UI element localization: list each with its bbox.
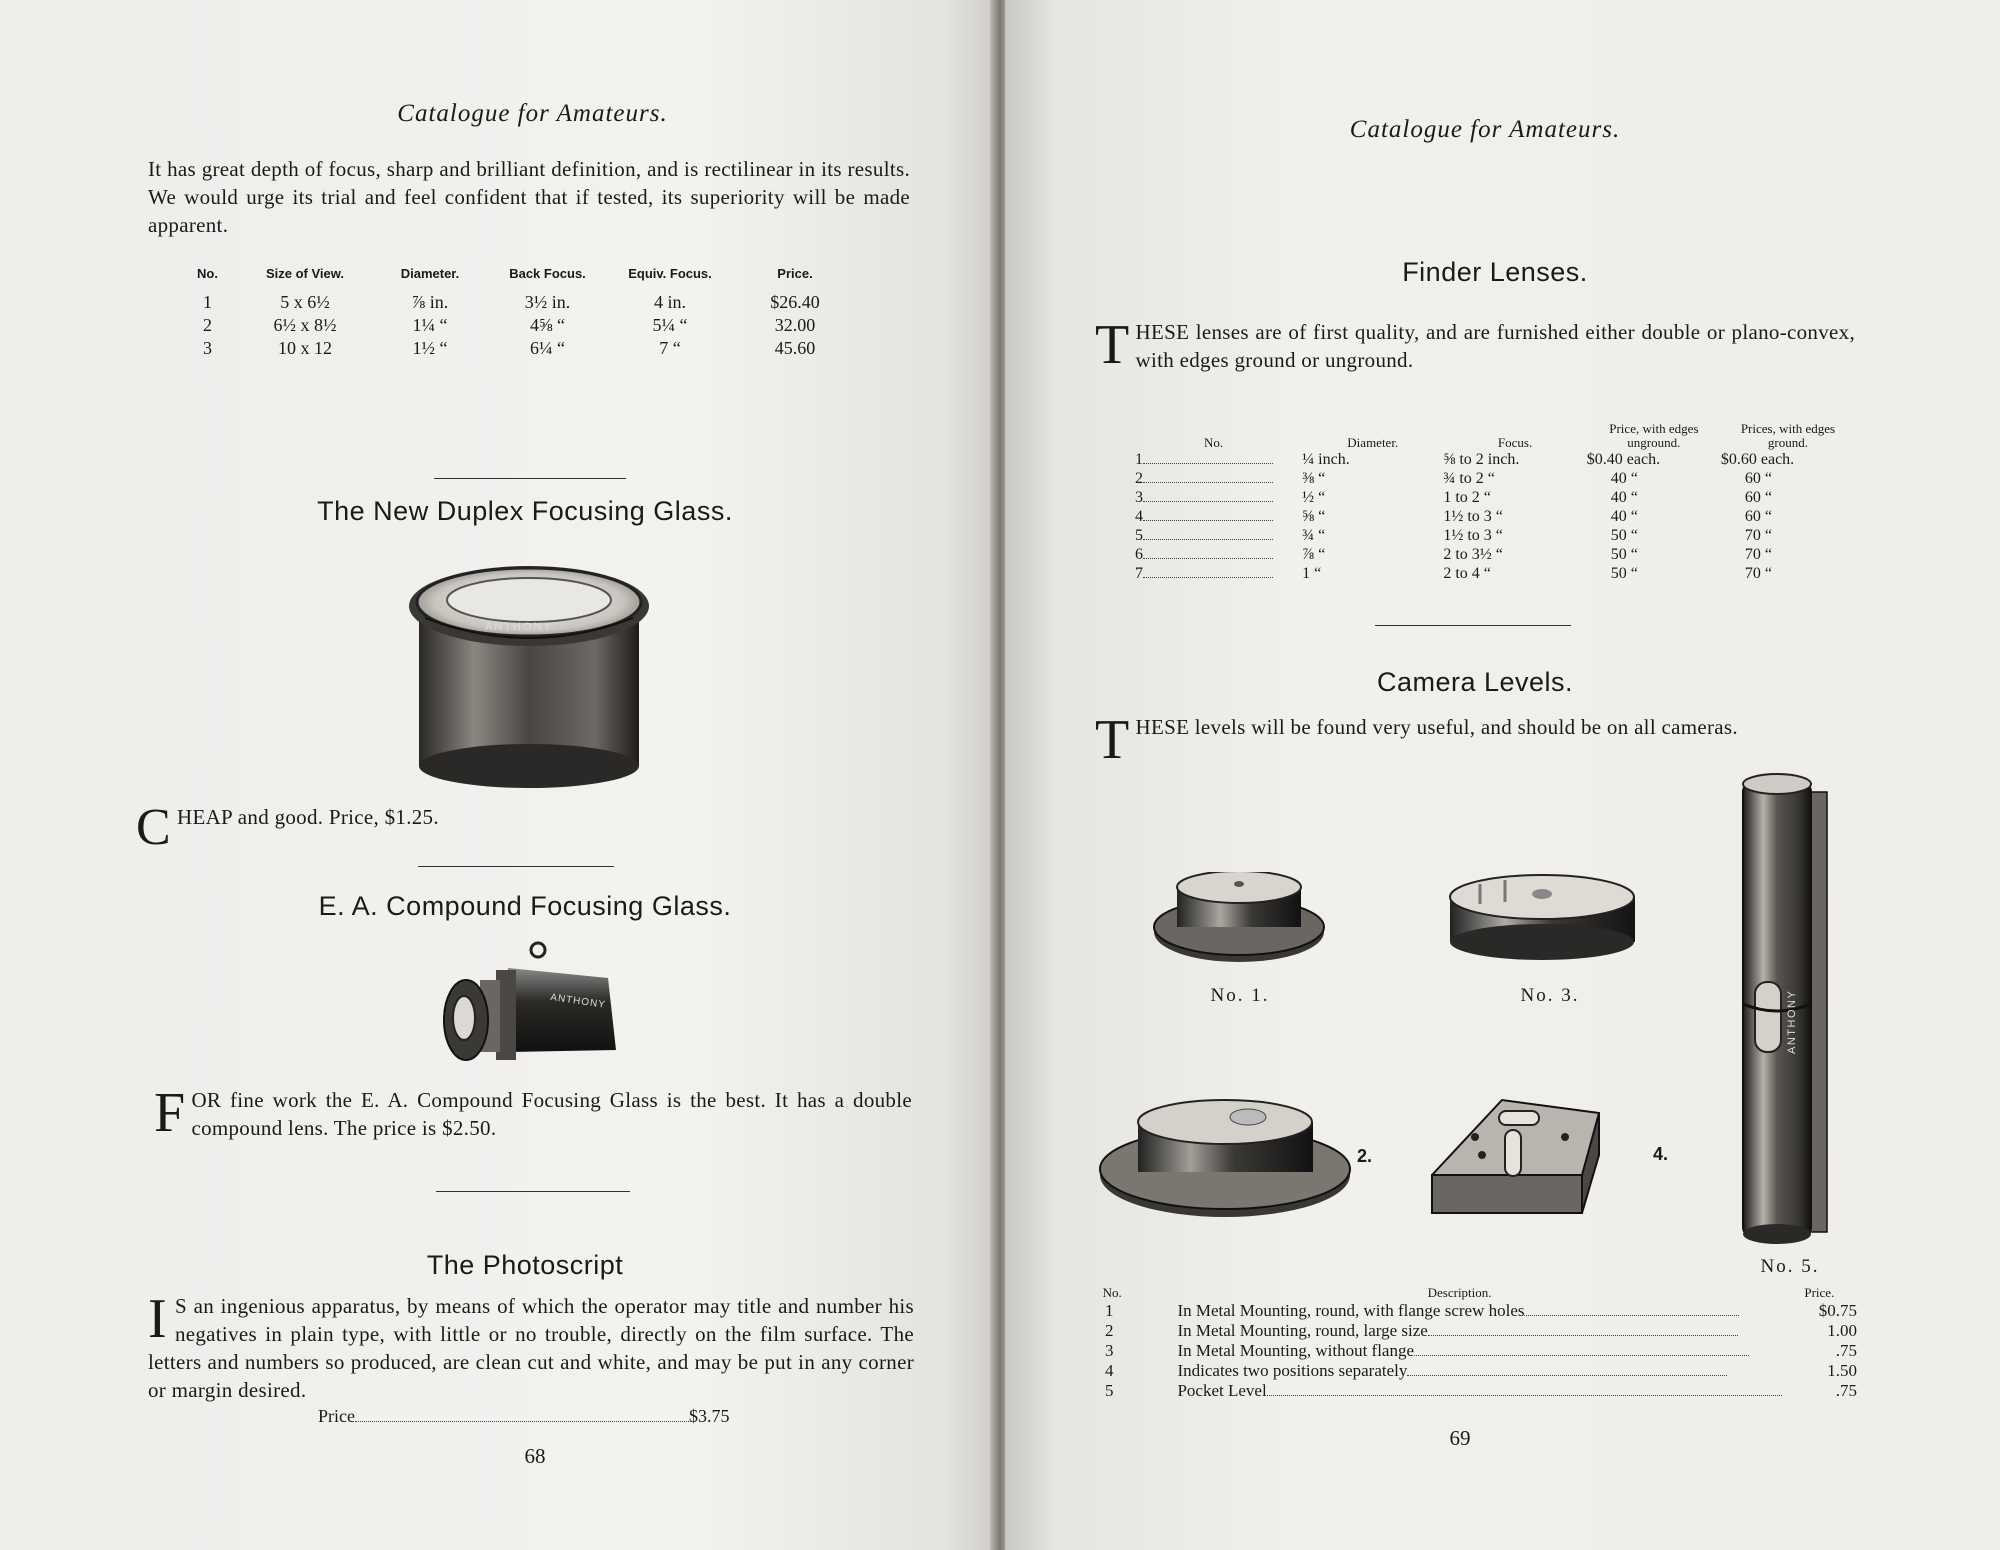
table-cell <box>1095 545 1302 564</box>
table-cell: 5 <box>1105 1381 1114 1400</box>
table-cell: 1½ to 3 “ <box>1443 507 1503 525</box>
col-header: Price, with edges unground. <box>1609 421 1699 450</box>
drop-cap: C <box>136 799 171 856</box>
levels-description <box>1095 709 1855 771</box>
table-row <box>1095 545 1855 564</box>
row-number: 7 <box>1135 564 1143 582</box>
page-69 <box>1005 0 2000 1550</box>
table-cell: 1 to 2 “ <box>1443 488 1491 506</box>
finder-title: Finder Lenses. <box>1402 257 1588 287</box>
dot-leader <box>1143 558 1273 559</box>
duplex-text: HEAP and good. Price, $1.25. <box>176 805 439 829</box>
page-number: 69 <box>1449 1426 1471 1450</box>
table-cell: 60 “ <box>1744 507 1772 525</box>
description: In Metal Mounting, without flange <box>1177 1341 1415 1360</box>
table-cell <box>1095 469 1302 488</box>
table-row <box>1087 1301 1857 1321</box>
col-header: No. <box>1204 435 1224 450</box>
row-number: 6 <box>1135 545 1143 563</box>
table-cell: 1 <box>203 292 212 312</box>
table-cell <box>1095 507 1302 526</box>
level-no1-illustration <box>1152 872 1327 967</box>
table-cell: 40 “ <box>1610 469 1638 487</box>
table-cell: 70 “ <box>1744 564 1772 582</box>
price-value: $3.75 <box>688 1406 730 1426</box>
table-cell: 4 <box>1105 1361 1114 1380</box>
table-cell: $0.75 <box>1818 1301 1857 1320</box>
levels-title: Camera Levels. <box>1376 667 1574 697</box>
drop-cap: F <box>154 1082 186 1144</box>
description: In Metal Mounting, round, large size <box>1177 1321 1428 1340</box>
table-row <box>1095 564 1855 583</box>
table-row <box>1095 526 1855 545</box>
table-cell: ½ “ <box>1302 488 1326 506</box>
table-cell: ⅞ “ <box>1302 545 1326 563</box>
dot-leader <box>1414 1355 1749 1356</box>
table-row <box>180 337 860 360</box>
table-cell: 50 “ <box>1610 526 1638 544</box>
table-row <box>180 314 860 337</box>
table-cell: 6½ x 8½ <box>273 315 337 335</box>
table-cell <box>1137 1361 1781 1381</box>
table-cell: $0.60 each. <box>1720 450 1795 468</box>
table-cell: ⅝ to 2 inch. <box>1443 450 1520 468</box>
lens-spec-table <box>180 266 860 360</box>
table-cell: 2 to 4 “ <box>1443 564 1491 582</box>
pocket-level-engraving: ANTHONY <box>1786 989 1798 1054</box>
dot-leader <box>1428 1335 1738 1336</box>
table-row <box>1095 488 1855 507</box>
compound-focusing-glass-illustration <box>438 940 628 1070</box>
table-cell: .75 <box>1835 1341 1857 1360</box>
table-cell: 4 in. <box>653 292 686 312</box>
dot-leader <box>1143 577 1273 578</box>
table-cell <box>1095 564 1302 583</box>
table-cell: .75 <box>1835 1381 1857 1400</box>
fig-label-no1: No. 1. <box>1210 985 1270 1006</box>
running-head: Catalogue for Amateurs. <box>397 100 668 127</box>
fig-label-no2: 2. <box>1357 1146 1373 1166</box>
col-header: Description. <box>1427 1285 1492 1300</box>
page-68 <box>0 0 995 1550</box>
table-cell: ¾ to 2 “ <box>1443 469 1495 487</box>
table-cell: 3½ in. <box>524 292 571 312</box>
drop-cap: I <box>148 1288 167 1350</box>
dot-leader <box>1407 1375 1727 1376</box>
page-number: 68 <box>524 1444 546 1468</box>
table-cell: 50 “ <box>1610 564 1638 582</box>
photoscript-text: S an ingenious apparatus, by means of which the operator may title and number his negatives in plain type, with little or no trouble, directly on the film surface. The letters and numbers so produced, are clean cut and white, and may be put in any corner or margin desired. <box>148 1294 914 1402</box>
levels-price-table <box>1087 1285 1857 1401</box>
table-cell: 7 “ <box>659 338 681 358</box>
dot-leader <box>1143 482 1273 483</box>
table-cell: 1½ “ <box>412 338 448 358</box>
col-header: Prices, with edges ground. <box>1740 421 1836 450</box>
table-cell: 5 x 6½ <box>280 292 330 312</box>
fig-label-no5: No. 5. <box>1760 1256 1820 1277</box>
finder-lens-table <box>1095 422 1855 583</box>
duplex-engraving: ANTHONY <box>485 621 553 633</box>
row-number: 4 <box>1135 507 1143 525</box>
table-cell: 1 “ <box>1302 564 1322 582</box>
table-row <box>180 291 860 314</box>
table-cell <box>1137 1341 1781 1361</box>
table-cell: 1.50 <box>1827 1361 1857 1380</box>
table-row <box>1095 450 1855 469</box>
col-header: No. <box>1102 1285 1122 1300</box>
table-cell: 32.00 <box>774 315 816 335</box>
table-row <box>1087 1361 1857 1381</box>
compound-title: E. A. Compound Focusing Glass. <box>318 891 732 921</box>
table-row <box>1087 1341 1857 1361</box>
dot-leader <box>355 1421 689 1422</box>
col-header: Back Focus. <box>509 266 586 281</box>
table-header-row <box>1095 422 1855 450</box>
col-header: Focus. <box>1497 435 1533 450</box>
fig-label-no3: No. 3. <box>1520 985 1580 1006</box>
table-cell: 40 “ <box>1610 507 1638 525</box>
table-cell: 1.00 <box>1827 1321 1857 1340</box>
divider <box>1375 625 1571 626</box>
table-cell: 10 x 12 <box>278 338 332 358</box>
row-number: 5 <box>1135 526 1143 544</box>
dot-leader <box>1267 1395 1782 1396</box>
table-cell: 45.60 <box>774 338 816 358</box>
table-cell: 1¼ “ <box>412 315 448 335</box>
table-cell: 5¼ “ <box>652 315 688 335</box>
table-cell: 2 <box>1105 1321 1114 1340</box>
table-cell: $0.40 each. <box>1586 450 1661 468</box>
duplex-focusing-glass-illustration <box>405 548 655 793</box>
table-cell: 2 <box>203 315 212 335</box>
table-header-row <box>1087 1285 1857 1301</box>
table-cell: 1½ to 3 “ <box>1443 526 1503 544</box>
description: Pocket Level <box>1177 1381 1267 1400</box>
divider <box>436 1191 630 1192</box>
table-row <box>1095 507 1855 526</box>
price-label: Price <box>318 1406 355 1426</box>
level-no3-illustration <box>1445 872 1640 962</box>
table-cell: 70 “ <box>1744 526 1772 544</box>
table-cell: 6¼ “ <box>530 338 565 358</box>
table-cell: $26.40 <box>770 292 820 312</box>
finder-text: HESE lenses are of first quality, and are furnished either double or plano-convex, with edges ground or unground. <box>1135 320 1855 372</box>
col-header: Price. <box>1804 1285 1835 1300</box>
photoscript-price-line <box>318 1406 729 1427</box>
table-cell: ⅞ in. <box>411 292 449 312</box>
intro-paragraph: It has great depth of focus, sharp and brilliant definition, and is rectilinear in its results. We would urge its trial and feel confident that if tested, its superiority will be made apparent. <box>148 157 910 237</box>
col-header: Equiv. Focus. <box>628 266 712 281</box>
row-number: 3 <box>1135 488 1143 506</box>
col-header: Size of View. <box>265 266 345 281</box>
dot-leader <box>1143 463 1273 464</box>
col-header: Diameter. <box>400 266 460 281</box>
dot-leader <box>1143 501 1273 502</box>
table-cell: ⅝ “ <box>1302 507 1326 525</box>
table-cell <box>1095 526 1302 545</box>
table-cell: 40 “ <box>1610 488 1638 506</box>
levels-text: HESE levels will be found very useful, and should be on all cameras. <box>1135 715 1738 739</box>
table-cell: 1 <box>1105 1301 1114 1320</box>
photoscript-title: The Photoscript <box>426 1250 624 1280</box>
level-no5-illustration <box>1737 772 1832 1247</box>
running-head: Catalogue for Amateurs. <box>1349 116 1621 143</box>
drop-cap: T <box>1095 314 1130 376</box>
table-cell: 4⅝ “ <box>530 315 565 335</box>
finder-description <box>1095 314 1855 376</box>
table-cell <box>1137 1301 1781 1321</box>
table-header-row <box>180 266 860 281</box>
compound-engraving: ANTHONY <box>549 992 607 1011</box>
table-cell <box>1095 450 1302 469</box>
table-cell: 60 “ <box>1744 488 1772 506</box>
table-cell: ¼ inch. <box>1302 450 1350 468</box>
duplex-description <box>136 799 836 856</box>
duplex-title: The New Duplex Focusing Glass. <box>317 496 733 526</box>
table-cell: 70 “ <box>1744 545 1772 563</box>
photoscript-description <box>148 1288 914 1404</box>
table-cell: 3 <box>1105 1341 1114 1360</box>
level-no4-illustration <box>1427 1095 1602 1220</box>
table-cell <box>1137 1321 1781 1341</box>
dot-leader <box>1143 520 1273 521</box>
divider <box>418 866 614 867</box>
description: In Metal Mounting, round, with flange screw holes <box>1177 1301 1525 1320</box>
table-cell <box>1095 488 1302 507</box>
divider <box>434 478 626 479</box>
table-cell <box>1137 1381 1781 1401</box>
col-header: Price. <box>777 266 813 281</box>
table-cell: 3 <box>203 338 212 358</box>
level-no2-illustration <box>1098 1097 1353 1222</box>
fig-label-no4: 4. <box>1653 1144 1669 1164</box>
table-cell: ⅜ “ <box>1302 469 1326 487</box>
dot-leader <box>1524 1315 1739 1316</box>
dot-leader <box>1143 539 1273 540</box>
drop-cap: T <box>1095 709 1130 771</box>
table-cell: 50 “ <box>1610 545 1638 563</box>
table-row <box>1087 1381 1857 1401</box>
col-header: No. <box>197 266 218 281</box>
row-number: 2 <box>1135 469 1143 487</box>
table-row <box>1095 469 1855 488</box>
table-cell: ¾ “ <box>1302 526 1326 544</box>
table-row <box>1087 1321 1857 1341</box>
row-number: 1 <box>1135 450 1143 468</box>
table-cell: 2 to 3½ “ <box>1443 545 1503 563</box>
compound-text: OR fine work the E. A. Compound Focusing Glass is the best. It has a double compound lens. The price is $2.50. <box>191 1088 912 1140</box>
table-cell: 60 “ <box>1744 469 1772 487</box>
description: Indicates two positions separately <box>1177 1361 1408 1380</box>
compound-description <box>154 1082 912 1144</box>
col-header: Diameter. <box>1347 435 1399 450</box>
